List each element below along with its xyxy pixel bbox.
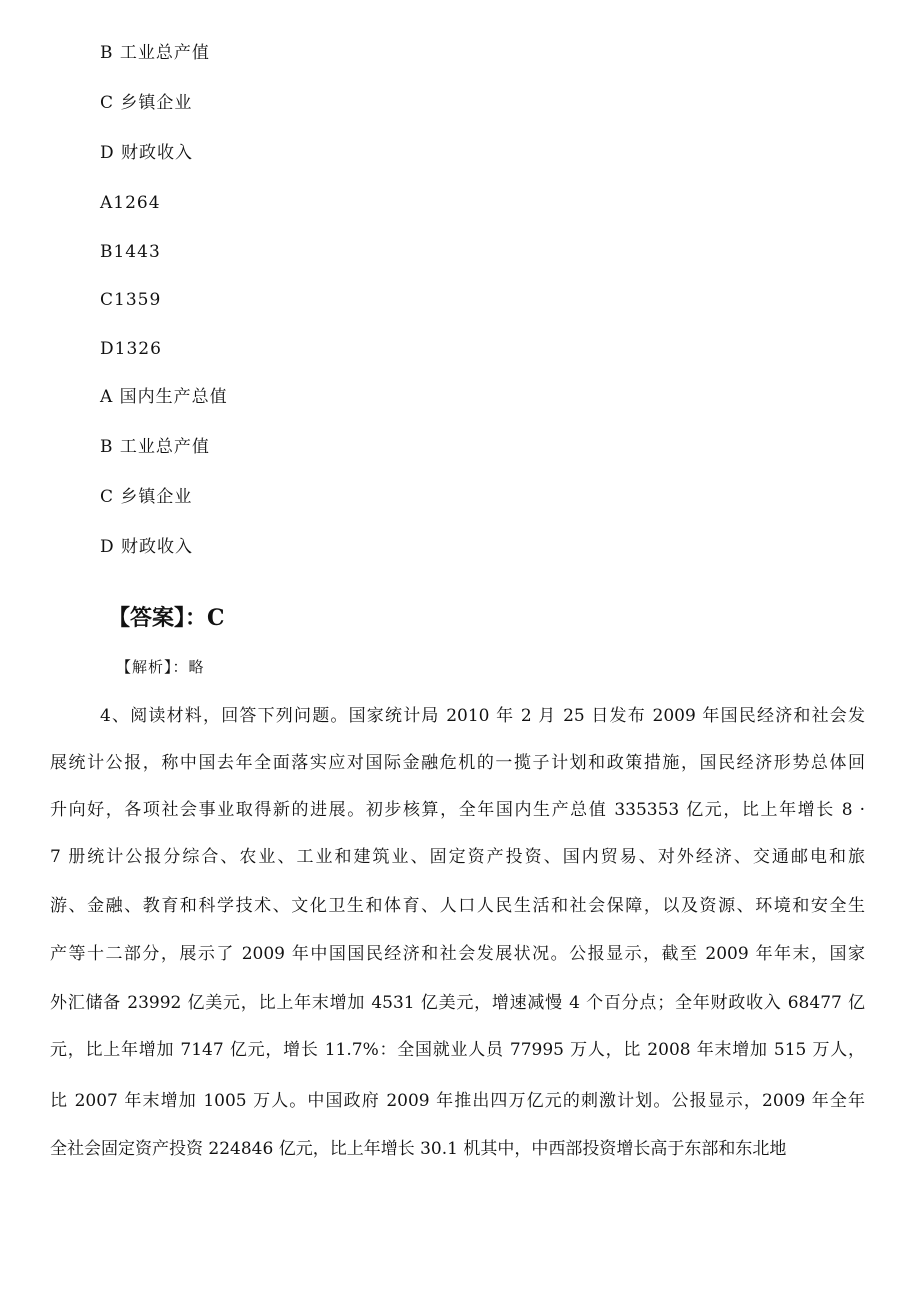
option-b-industrial-output: B 工业总产值 <box>100 43 210 63</box>
option-c-township-enterprises: C 乡镇企业 <box>100 93 193 113</box>
question-4-line: 比 2007 年末增加 1005 万人。中国政府 2009 年推出四万亿元的刺激计划。公报显示，2009 年全年 <box>50 1091 865 1111</box>
question-4-line: 全社会固定资产投资 224846 亿元，比上年增长 30.1 机其中，中西部投资增长高于东部和东北地 <box>50 1139 787 1159</box>
question-4-line: 展统计公报，称中国去年全面落实应对国际金融危机的一揽子计划和政策措施，国民经济形势总体回 <box>50 753 865 773</box>
question-4-line: 升向好，各项社会事业取得新的进展。初步核算，全年国内生产总值 335353 亿元，比上年增长 8 · <box>50 800 865 820</box>
analysis-label: 【解析】：略 <box>116 658 205 676</box>
option-a-gdp: A 国内生产总值 <box>100 387 228 407</box>
option-d-fiscal-revenue: D 财政收入 <box>100 143 194 163</box>
option-d-1326: D1326 <box>100 339 162 359</box>
option-c-1359: C1359 <box>100 290 162 310</box>
option-a-1264: A1264 <box>100 193 161 213</box>
option-c-township-enterprises-2: C 乡镇企业 <box>100 487 193 507</box>
question-4-line: 7 册统计公报分综合、农业、工业和建筑业、固定资产投资、国内贸易、对外经济、交通邮电和旅 <box>50 847 865 867</box>
question-4-line: 元，比上年增加 7147 亿元，增长 11.7%：全国就业人员 77995 万人，比 2008 年末增加 515 万人， <box>50 1040 865 1060</box>
question-4-line: 产等十二部分，展示了 2009 年中国国民经济和社会发展状况。公报显示，截至 2009 年年末，国家 <box>50 944 865 964</box>
question-4-line: 4、阅读材料，回答下列问题。国家统计局 2010 年 2 月 25 日发布 2009 年国民经济和社会发 <box>100 706 865 726</box>
question-4-line: 游、金融、教育和科学技术、文化卫生和体育、人口人民生活和社会保障，以及资源、环境和安全生 <box>50 896 865 916</box>
option-b-industrial-output-2: B 工业总产值 <box>100 437 210 457</box>
option-b-1443: B1443 <box>100 242 161 262</box>
answer-label: 【答案】：C <box>108 605 225 631</box>
question-4-line: 外汇储备 23992 亿美元，比上年末增加 4531 亿美元，增速减慢 4 个百分点；全年财政收入 68477 亿 <box>50 993 865 1013</box>
option-d-fiscal-revenue-2: D 财政收入 <box>100 537 194 557</box>
